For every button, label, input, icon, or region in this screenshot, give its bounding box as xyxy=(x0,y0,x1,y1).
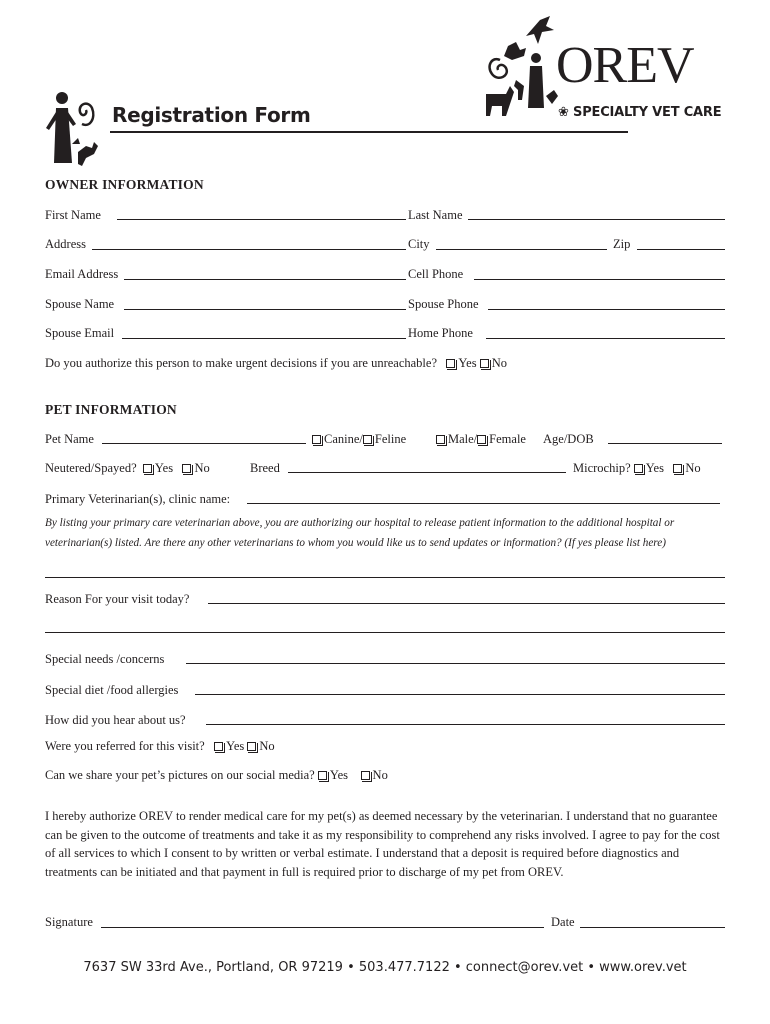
reason-label: Reason For your visit today? xyxy=(45,592,190,606)
first-name-label: First Name xyxy=(45,208,101,222)
social-yes-label: Yes xyxy=(329,768,349,782)
social-media-label: Can we share your pet’s pictures on our social media? xyxy=(45,768,315,782)
species-options xyxy=(312,432,406,446)
neutered-row xyxy=(45,461,210,475)
checkbox-icon[interactable] xyxy=(312,435,321,444)
checkbox-icon[interactable] xyxy=(363,435,372,444)
checkbox-icon[interactable] xyxy=(446,359,455,368)
feline-label: Feline xyxy=(374,432,407,446)
neutered-no-option[interactable] xyxy=(182,461,209,475)
first-name-field[interactable] xyxy=(117,219,406,220)
checkbox-icon[interactable] xyxy=(182,464,191,473)
special-diet-field[interactable] xyxy=(195,694,725,695)
checkbox-icon[interactable] xyxy=(673,464,682,473)
consent-paragraph: I hereby authorize OREV to render medical care for my pet(s) as deemed necessary by the veterinarian. I understand that no guarantee can be given to the outcome of treatments and take it as my responsibility to comprehend any risks involved. I agree to pay for the cost of all services to which I consent to by written or verbal estimate. I understand that a deposit is required before diagnostics and treatments can be initiated and that payment in full is required prior to discharge of my pet from OREV. xyxy=(45,809,720,879)
home-phone-field[interactable] xyxy=(486,338,725,339)
checkbox-icon[interactable] xyxy=(318,771,327,780)
vet-note-line2: veterinarian(s) listed. Are there any other veterinarians to whom you would like us to send updates or information? (If yes please list here) xyxy=(45,537,666,549)
home-phone-label: Home Phone xyxy=(408,326,473,340)
special-diet-label: Special diet /food allergies xyxy=(45,683,179,697)
address-field[interactable] xyxy=(92,249,406,250)
neutered-yes-option[interactable] xyxy=(143,461,173,475)
brand-animals-icon xyxy=(480,16,560,124)
referred-label: Were you referred for this visit? xyxy=(45,739,205,753)
authorize-yes-option[interactable] xyxy=(446,356,476,370)
checkbox-icon[interactable] xyxy=(436,435,445,444)
page-title: Registration Form xyxy=(112,103,311,127)
other-vets-field[interactable] xyxy=(45,577,725,578)
neutered-yes-label: Yes xyxy=(154,461,174,475)
microchip-no-label: No xyxy=(685,461,701,475)
social-yes-option[interactable] xyxy=(318,768,348,782)
vet-note-line1: By listing your primary care veterinarian above, you are authorizing our hospital to release patient information to the additional hospital or xyxy=(45,517,675,529)
cell-phone-field[interactable] xyxy=(474,279,725,280)
social-media-row xyxy=(45,768,388,782)
city-label: City xyxy=(408,237,430,251)
figure-logo-icon xyxy=(42,88,102,170)
reason-field-extra[interactable] xyxy=(45,632,725,633)
checkbox-icon[interactable] xyxy=(477,435,486,444)
referred-row xyxy=(45,739,275,753)
male-option[interactable] xyxy=(436,432,477,446)
checkbox-icon[interactable] xyxy=(634,464,643,473)
male-label: Male/ xyxy=(448,432,478,446)
spouse-name-field[interactable] xyxy=(124,309,406,310)
microchip-row xyxy=(573,461,701,475)
pet-name-label: Pet Name xyxy=(45,432,94,446)
brand-name: OREV xyxy=(556,37,694,94)
brand-tagline-text: SPECIALTY VET CARE xyxy=(573,105,722,120)
spouse-phone-field[interactable] xyxy=(488,309,725,310)
date-field[interactable] xyxy=(580,927,725,928)
signature-label: Signature xyxy=(45,915,93,929)
primary-vet-label: Primary Veterinarian(s), clinic name: xyxy=(45,492,231,506)
hear-about-label: How did you hear about us? xyxy=(45,713,186,727)
checkbox-icon[interactable] xyxy=(361,771,370,780)
paw-icon: ❀ xyxy=(558,105,569,120)
referred-yes-option[interactable] xyxy=(214,739,244,753)
canine-label: Canine/ xyxy=(324,432,363,446)
checkbox-icon[interactable] xyxy=(143,464,152,473)
brand-tagline xyxy=(558,105,721,120)
spouse-phone-label: Spouse Phone xyxy=(408,297,479,311)
zip-label: Zip xyxy=(613,237,631,251)
authorize-row xyxy=(45,356,507,370)
owner-section-title: OWNER INFORMATION xyxy=(45,177,204,192)
social-no-option[interactable] xyxy=(361,768,388,782)
female-label: Female xyxy=(489,432,526,446)
primary-vet-field[interactable] xyxy=(247,503,720,504)
address-label: Address xyxy=(45,237,86,251)
age-dob-label: Age/DOB xyxy=(543,432,594,446)
spouse-email-label: Spouse Email xyxy=(45,326,115,340)
city-field[interactable] xyxy=(436,249,607,250)
reason-field[interactable] xyxy=(208,603,725,604)
checkbox-icon[interactable] xyxy=(480,359,489,368)
pet-name-field[interactable] xyxy=(102,443,306,444)
checkbox-icon[interactable] xyxy=(247,742,256,751)
email-label: Email Address xyxy=(45,267,119,281)
sex-options xyxy=(436,432,526,446)
spouse-email-field[interactable] xyxy=(122,338,406,339)
referred-no-label: No xyxy=(259,739,275,753)
age-dob-field[interactable] xyxy=(608,443,722,444)
referred-no-option[interactable] xyxy=(247,739,274,753)
authorize-no-label: No xyxy=(491,356,507,370)
special-needs-label: Special needs /concerns xyxy=(45,652,165,666)
footer-contact: 7637 SW 33rd Ave., Portland, OR 97219 • 503.477.7122 • connect@orev.vet • www.orev.vet xyxy=(83,960,687,975)
breed-field[interactable] xyxy=(288,472,566,473)
microchip-no-option[interactable] xyxy=(673,461,700,475)
hear-about-field[interactable] xyxy=(206,724,725,725)
email-field[interactable] xyxy=(124,279,406,280)
social-no-label: No xyxy=(372,768,388,782)
microchip-label: Microchip? xyxy=(573,461,631,475)
last-name-label: Last Name xyxy=(408,208,463,222)
authorize-yes-label: Yes xyxy=(458,356,477,370)
authorize-no-option[interactable] xyxy=(480,356,507,370)
pet-section-title: PET INFORMATION xyxy=(45,402,177,417)
date-label: Date xyxy=(551,915,575,929)
special-needs-field[interactable] xyxy=(186,663,725,664)
spouse-name-label: Spouse Name xyxy=(45,297,115,311)
checkbox-icon[interactable] xyxy=(214,742,223,751)
canine-option[interactable] xyxy=(312,432,363,446)
authorize-question: Do you authorize this person to make urgent decisions if you are unreachable? xyxy=(45,356,438,370)
referred-yes-label: Yes xyxy=(226,739,245,753)
female-option[interactable] xyxy=(477,432,526,446)
neutered-no-label: No xyxy=(194,461,210,475)
last-name-field[interactable] xyxy=(468,219,725,220)
title-underline xyxy=(110,131,628,133)
zip-field[interactable] xyxy=(637,249,725,250)
microchip-yes-option[interactable] xyxy=(634,461,664,475)
microchip-yes-label: Yes xyxy=(645,461,664,475)
breed-label: Breed xyxy=(250,461,280,475)
feline-option[interactable] xyxy=(363,432,406,446)
neutered-label: Neutered/Spayed? xyxy=(45,461,137,475)
cell-phone-label: Cell Phone xyxy=(408,267,464,281)
signature-field[interactable] xyxy=(101,927,544,928)
